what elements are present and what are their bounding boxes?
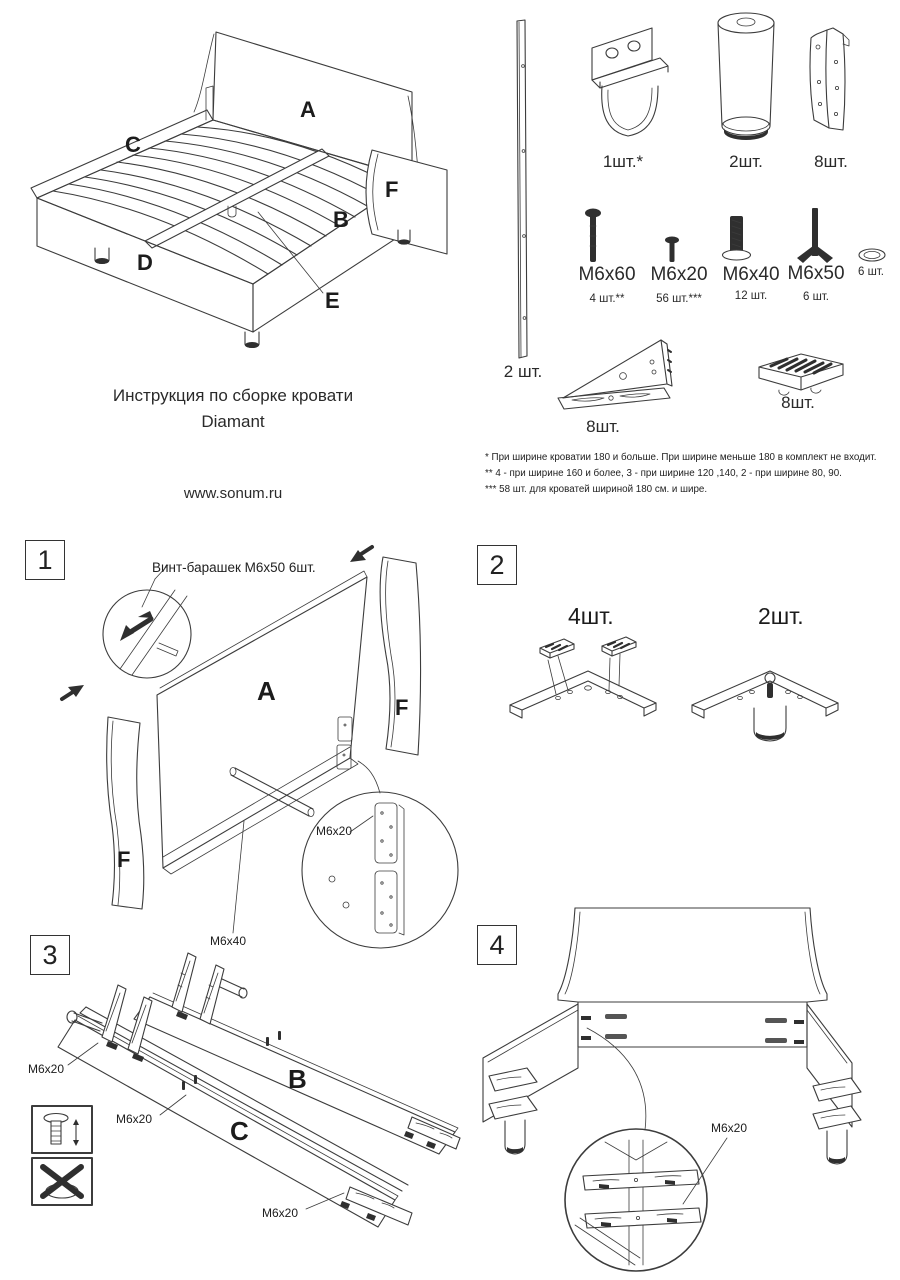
step1-number: 1 (25, 540, 65, 580)
step4-left-leg-assembly (489, 1068, 537, 1154)
cylinder-leg-qty: 2шт. (729, 152, 763, 171)
step1-label-f-right: F (395, 695, 409, 720)
screw-m6x20-icon (663, 236, 681, 264)
overview-label-c: C (125, 132, 141, 157)
overview-e-leader (258, 212, 323, 293)
step4-drawing (465, 880, 900, 1280)
step2-pad-left (540, 639, 574, 694)
overview-center-rail (145, 149, 329, 248)
screw-m6x20-qty: 56 шт.*** (656, 293, 702, 305)
wing-bolt-m6x50-icon (793, 208, 837, 266)
step2-bracket-with-pads (510, 637, 656, 718)
wing-bolt-m6x50-qty: 6 шт. (802, 291, 829, 303)
overview-wing-panel (366, 150, 447, 254)
bolt-m6x60-qty: 4 шт.** (589, 293, 625, 305)
step2-right-qty: 2шт. (758, 603, 804, 629)
footnotes (485, 450, 897, 498)
website-url: www.sonum.ru (183, 485, 283, 502)
step3-m6x20-2: М6х20 (116, 1112, 153, 1126)
step3-prohibition-note (32, 1158, 92, 1205)
step3-b-end-brackets (172, 953, 247, 1024)
support-rail-qty: 2 шт. (503, 362, 543, 381)
step3-m6x20-1: М6х20 (28, 1062, 65, 1076)
step1-callout: Винт-барашек М6х50 6шт. (152, 560, 316, 575)
corner-angle-bracket-icon (803, 22, 861, 140)
step4-right-leg-assembly (813, 1078, 861, 1164)
step4-number: 4 (477, 925, 517, 965)
step4-plate-upper (583, 1170, 699, 1190)
support-rail-icon (510, 18, 536, 363)
slat-pad-icon (753, 350, 849, 398)
step4-headboard (558, 908, 827, 1047)
step1-drawing (20, 535, 470, 975)
screw-m6x40-qty: 12 шт. (734, 290, 768, 302)
bed-overview-drawing (0, 0, 470, 350)
step1-handle (230, 768, 314, 817)
washer-icon (856, 246, 888, 264)
step1-label-m6x20: М6х20 (316, 824, 353, 838)
step1-wing-right (380, 557, 420, 755)
overview-label-e: E (325, 288, 340, 313)
step1-arrow-left (62, 685, 84, 699)
step1-arrow-right (350, 547, 372, 562)
document-title (83, 383, 383, 435)
step1-label-m6x40: М6х40 (210, 934, 247, 948)
overview-label-a: A (300, 97, 316, 122)
overview-label-f: F (385, 177, 399, 202)
bolt-m6x60-icon (583, 208, 605, 266)
step3-screw-depth-note (32, 1106, 92, 1153)
screw-m6x40-size: М6х40 (722, 264, 780, 285)
wing-bolt-m6x50-size: М6х50 (787, 263, 845, 284)
step2-number: 2 (477, 545, 517, 585)
step1-label-a: A (257, 676, 276, 706)
title-line2: Diamant (201, 412, 265, 431)
step3-strip (80, 1007, 408, 1191)
step4-plate-lower (585, 1208, 701, 1228)
screw-m6x40-icon (720, 214, 754, 264)
footnote-2: ** 4 - при ширине 160 и более, 3 - при ширине 120 ,140, 2 - при ширине 80, 90. (485, 468, 842, 479)
step2-bracket-with-leg (692, 671, 838, 741)
step4-detail-leader (587, 1028, 646, 1130)
step3-m6x20-3: М6х20 (262, 1206, 299, 1220)
step3-drawing (20, 925, 470, 1270)
step3-c-end-plates (340, 1187, 412, 1225)
step3-floating-screws (182, 1031, 281, 1090)
step3-label-b: B (288, 1064, 307, 1094)
washer-qty: 6 шт. (857, 266, 884, 278)
overview-left-rail (31, 110, 213, 198)
step2-leg (754, 706, 786, 741)
step4-attachment-bolts (581, 1014, 804, 1044)
footnote-3: *** 58 шт. для кроватей шириной 180 см. и шире. (485, 484, 708, 495)
footnote-1: * При ширине кроватии 180 и больше. При ширине меньше 180 в комплект не входит. (485, 452, 877, 463)
corner-bracket-qty: 8шт. (814, 152, 848, 171)
step1-detail-circle-plates (302, 761, 458, 948)
triangle-leg-bracket-icon (548, 328, 688, 420)
step3-label-c: C (230, 1116, 249, 1146)
step2-pad-right (602, 637, 636, 690)
headboard-leg-bracket-icon (580, 20, 675, 148)
step1-label-f-left: F (117, 847, 131, 872)
step3-number: 3 (30, 935, 70, 975)
step2-drawing (470, 540, 890, 750)
overview-label-b: B (333, 207, 349, 232)
cylinder-leg-icon (708, 6, 784, 146)
headboard-bracket-qty: 1шт.* (602, 152, 644, 171)
step1-wing-left (107, 717, 144, 909)
overview-label-d: D (137, 250, 153, 275)
title-line1: Инструкция по сборке кровати (112, 386, 354, 405)
screw-m6x20-size: М6х20 (650, 264, 708, 285)
slat-pad-qty: 8шт. (781, 393, 815, 412)
step2-left-qty: 4шт. (568, 603, 614, 629)
step1-detail-circle-wingbolt (103, 579, 191, 678)
bolt-m6x60-size: М6х60 (578, 264, 636, 285)
triangle-bracket-qty: 8шт. (586, 417, 620, 436)
step4-label-m6x20: М6х20 (711, 1121, 748, 1135)
step1-callout-leader (155, 565, 168, 579)
step1-m6x40-leader (233, 821, 244, 933)
step3-c-end-brackets (67, 985, 152, 1062)
